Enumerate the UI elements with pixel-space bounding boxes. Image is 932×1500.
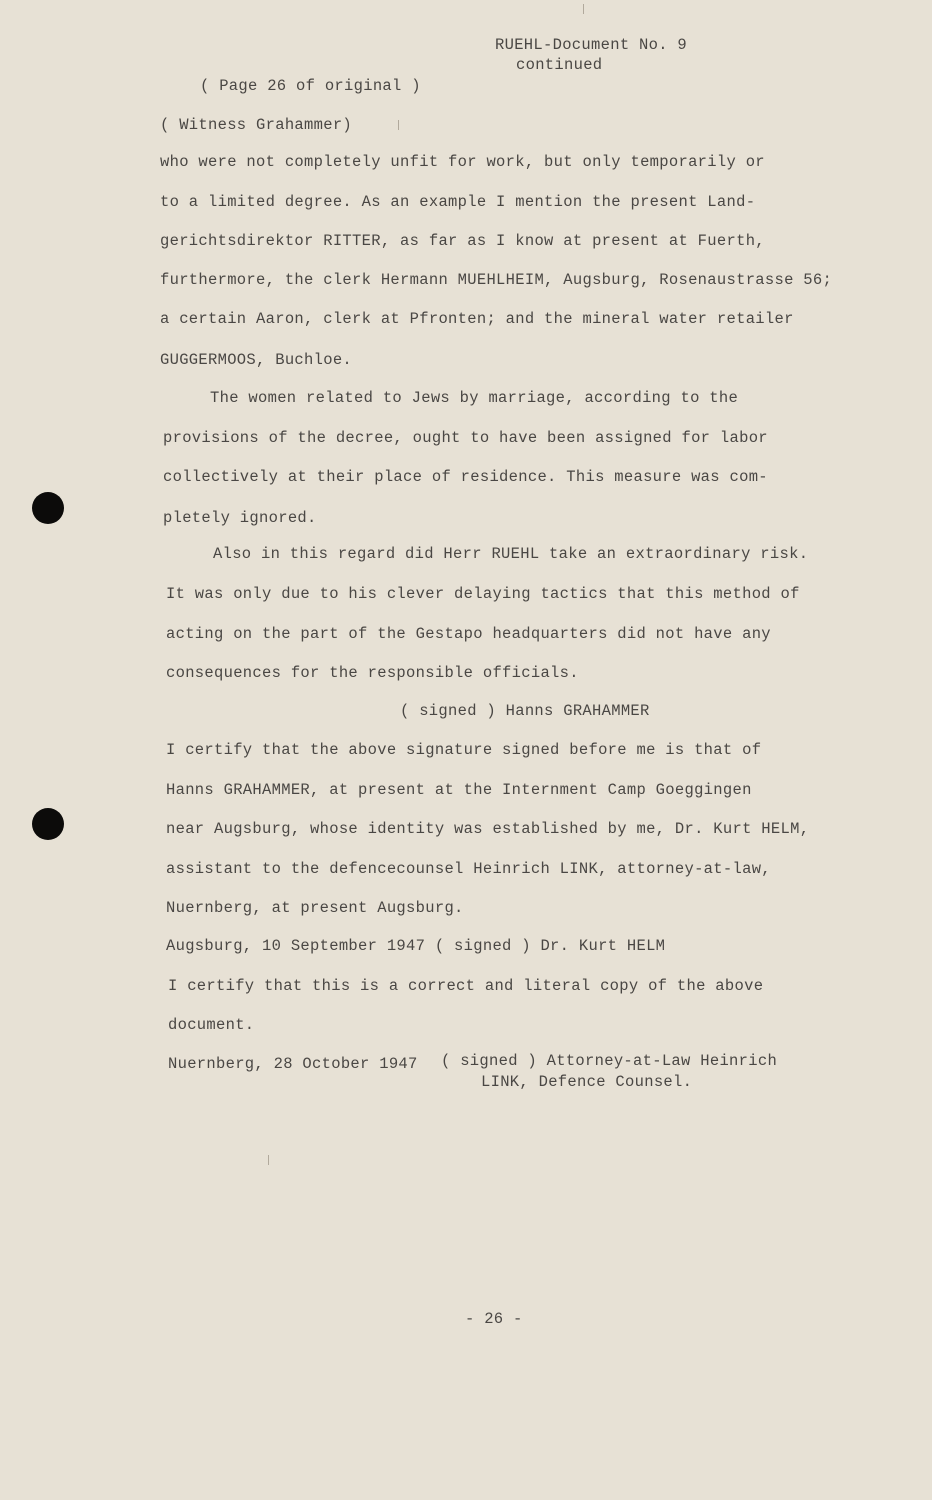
- body-line: to a limited degree. As an example I mention the present Land-: [160, 193, 756, 211]
- body-line: furthermore, the clerk Hermann MUEHLHEIM, Augsburg, Rosenaustrasse 56;: [160, 271, 833, 289]
- certification-line: document.: [168, 1016, 255, 1034]
- closing-name-line: LINK, Defence Counsel.: [481, 1073, 693, 1091]
- pencil-mark: [398, 120, 399, 130]
- body-line: acting on the part of the Gestapo headquarters did not have any: [166, 625, 771, 643]
- certification-line: I certify that this is a correct and literal copy of the above: [168, 977, 764, 995]
- document-reference: RUEHL-Document No. 9: [495, 36, 688, 54]
- body-line: a certain Aaron, clerk at Pfronten; and the mineral water retailer: [160, 310, 794, 328]
- body-line: gerichtsdirektor RITTER, as far as I know at present at Fuerth,: [160, 232, 765, 250]
- page-reference: ( Page 26 of original ): [200, 77, 421, 95]
- body-line: pletely ignored.: [163, 509, 317, 527]
- witness-label: ( Witness Grahammer): [160, 116, 353, 134]
- body-line: collectively at their place of residence. This measure was com-: [163, 468, 768, 486]
- certification-line: I certify that the above signature signed before me is that of: [166, 741, 762, 759]
- witness-signature: ( signed ) Hanns GRAHAMMER: [400, 702, 650, 720]
- certification-line: near Augsburg, whose identity was established by me, Dr. Kurt HELM,: [166, 820, 810, 838]
- continued-label: continued: [516, 56, 603, 74]
- punch-hole-lower: [32, 808, 64, 840]
- page-number: - 26 -: [465, 1310, 523, 1328]
- closing-place-date: Nuernberg, 28 October 1947: [168, 1055, 418, 1073]
- certification-line: assistant to the defencecounsel Heinrich LINK, attorney-at-law,: [166, 860, 771, 878]
- certification-line: Augsburg, 10 September 1947 ( signed ) Dr. Kurt HELM: [166, 937, 666, 955]
- pencil-mark: [583, 4, 584, 14]
- body-line: It was only due to his clever delaying tactics that this method of: [166, 585, 800, 603]
- body-line: who were not completely unfit for work, but only temporarily or: [160, 153, 765, 171]
- closing-signed-line: ( signed ) Attorney-at-Law Heinrich: [441, 1052, 778, 1070]
- body-line: consequences for the responsible officials.: [166, 664, 579, 682]
- certification-line: Hanns GRAHAMMER, at present at the Internment Camp Goeggingen: [166, 781, 752, 799]
- body-line: GUGGERMOOS, Buchloe.: [160, 351, 353, 369]
- body-line: Also in this regard did Herr RUEHL take an extraordinary risk.: [213, 545, 809, 563]
- certification-line: Nuernberg, at present Augsburg.: [166, 899, 464, 917]
- pencil-mark: [268, 1155, 269, 1165]
- body-line: provisions of the decree, ought to have been assigned for labor: [163, 429, 768, 447]
- body-line: The women related to Jews by marriage, according to the: [210, 389, 739, 407]
- punch-hole-upper: [32, 492, 64, 524]
